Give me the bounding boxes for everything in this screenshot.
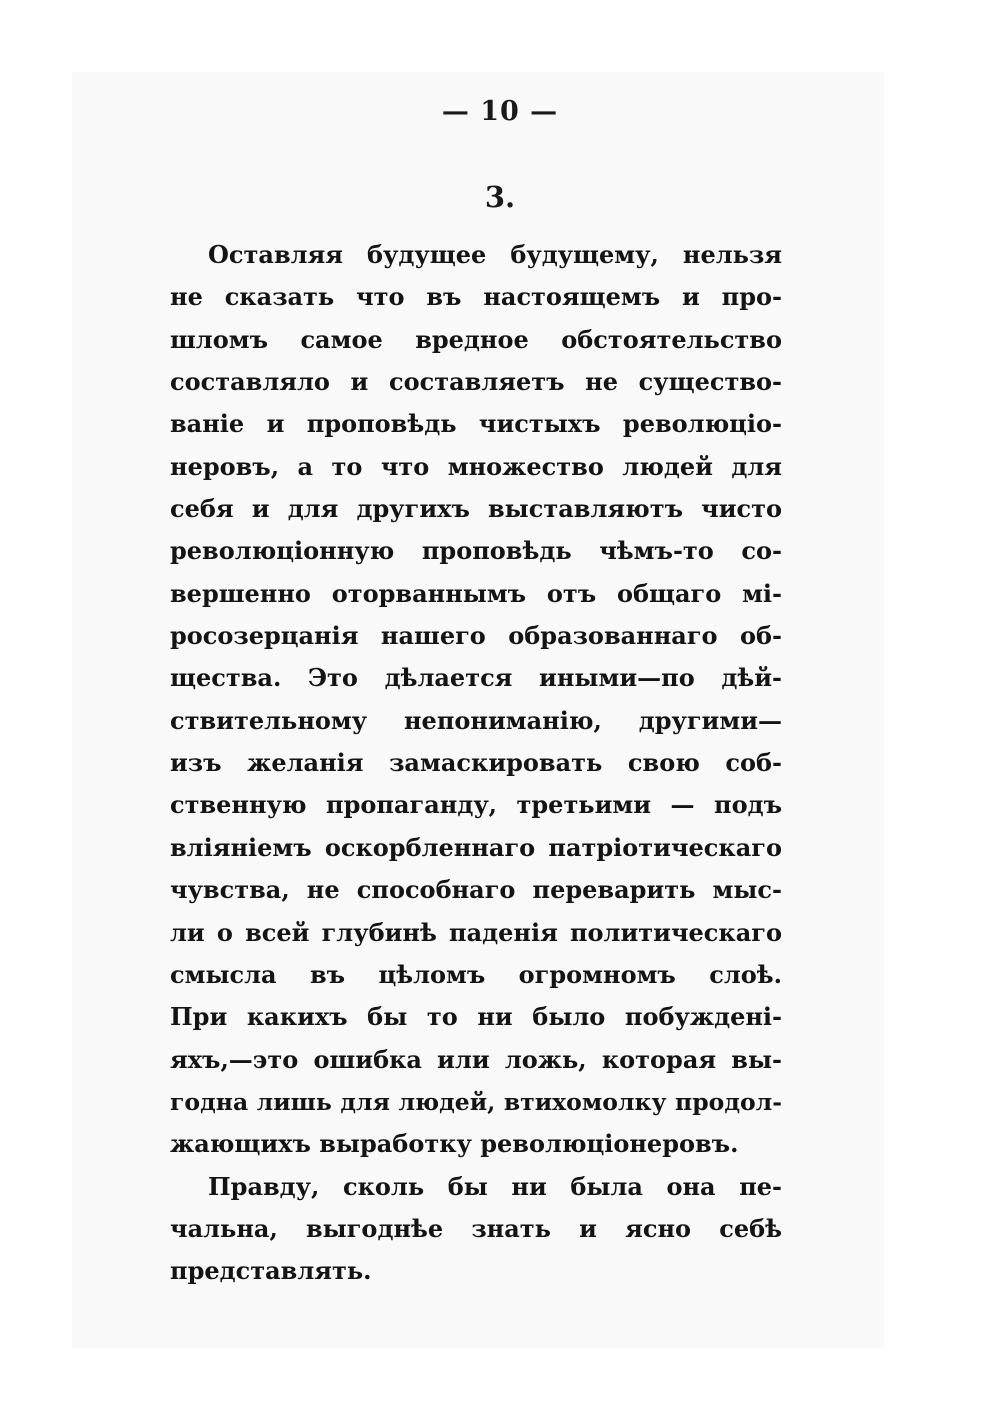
body-text <box>170 234 782 1293</box>
text-line: Правду, сколь бы ни была она пе- <box>208 1171 782 1201</box>
text-line: не сказать что въ настоящемъ и про- <box>170 282 782 312</box>
text-line: шломъ самое вредное обстоятельство <box>170 324 782 354</box>
text-line: смысла въ цѣломъ огромномъ слоѣ. <box>170 959 782 989</box>
paragraph-1 <box>170 234 782 1166</box>
text-line: себя и для другихъ выставляютъ чисто <box>170 494 782 524</box>
text-line: яхъ,—это ошибка или ложь, которая вы- <box>170 1044 782 1074</box>
text-line: ствительному непониманію, другими— <box>170 705 782 735</box>
text-line: годна лишь для людей, втихомолку продол- <box>170 1087 782 1116</box>
text-line: Оставляя будущее будущему, нельзя <box>208 240 782 269</box>
text-line: жающихъ выработку революціонеровъ. <box>170 1129 739 1159</box>
text-line: чувства, не способнаго переварить мыс- <box>170 875 782 905</box>
text-line: вліяніемъ оскорбленнаго патріотическаго <box>170 832 782 862</box>
text-line: революціонную проповѣдь чѣмъ-то со- <box>170 536 782 566</box>
text-line: составляло и составляетъ не существо- <box>170 367 782 397</box>
text-line: изъ желанія замаскировать свою соб- <box>170 748 782 778</box>
section-number: 3. <box>484 180 516 214</box>
paragraph-2 <box>170 1166 782 1293</box>
page-number: — 10 — <box>441 96 559 127</box>
text-line: щества. Это дѣлается иными—по дѣй- <box>170 663 782 693</box>
text-line: росозерцанія нашего образованнаго об- <box>170 621 782 651</box>
text-line: представлять. <box>170 1256 372 1286</box>
text-line: ственную пропаганду, третьими — подъ <box>170 790 782 820</box>
text-line: неровъ, а то что множество людей для <box>170 451 782 481</box>
text-line: ли о всей глубинѣ паденія политическаго <box>170 917 782 947</box>
text-line: чальна, выгоднѣе знать и ясно себѣ <box>170 1213 782 1243</box>
text-line: ваніе и проповѣдь чистыхъ революціо- <box>170 409 782 439</box>
text-line: При какихъ бы то ни было побужденi- <box>170 1002 782 1032</box>
text-line: вершенно оторваннымъ отъ общаго мі- <box>170 578 782 608</box>
